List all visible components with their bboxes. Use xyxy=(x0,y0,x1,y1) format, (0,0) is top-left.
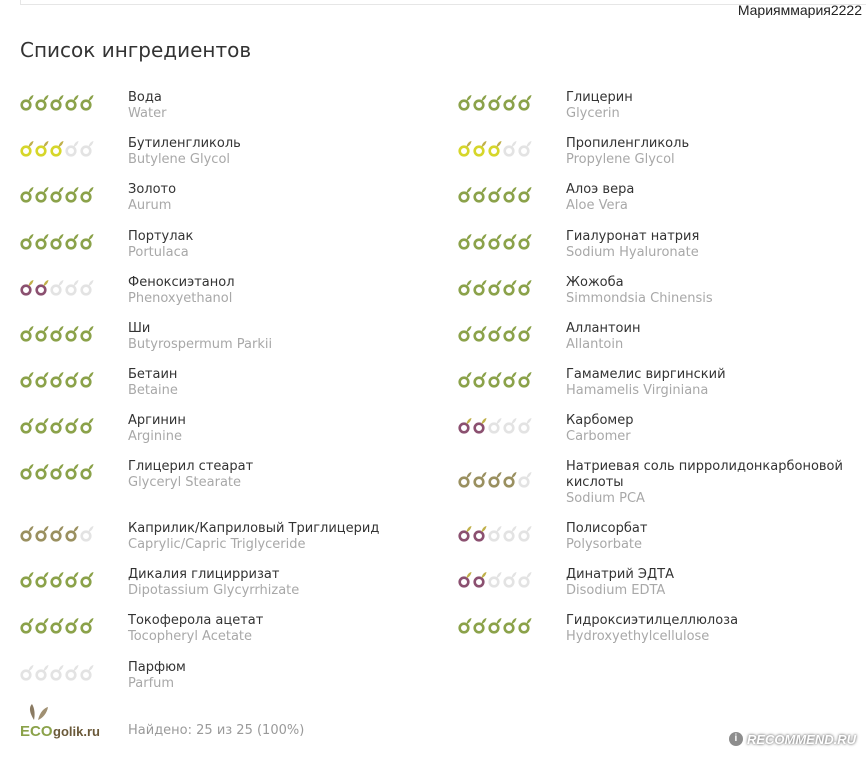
ingredient-name-ru[interactable]: Полисорбат xyxy=(566,521,648,536)
ingredient-name-ru[interactable]: Глицерин xyxy=(566,90,633,105)
drop-filled-icon xyxy=(82,187,94,201)
ingredient-item[interactable] xyxy=(458,136,866,168)
drop-filled-icon xyxy=(67,326,79,340)
safety-rating xyxy=(458,140,534,158)
drop-filled-icon xyxy=(52,234,64,248)
ingredient-names xyxy=(566,90,866,122)
drop-filled-icon xyxy=(82,618,94,632)
drop-filled-icon xyxy=(460,141,472,155)
drop-filled-icon xyxy=(82,95,94,109)
drop-empty-icon xyxy=(82,526,94,540)
ingredient-item[interactable] xyxy=(458,413,866,445)
safety-rating xyxy=(458,571,534,589)
drop-empty-icon xyxy=(52,665,64,679)
ingredient-name-ru[interactable]: Бетаин xyxy=(128,367,178,382)
ingredient-name-ru[interactable]: Карбомер xyxy=(566,413,634,428)
drop-filled-icon xyxy=(475,572,487,586)
drop-filled-icon xyxy=(460,472,472,486)
drop-filled-icon xyxy=(22,234,34,248)
ingredient-names xyxy=(566,136,866,168)
drop-filled-icon xyxy=(37,234,49,248)
ingredient-name-en: Parfum xyxy=(128,676,175,691)
ingredient-name-en: Allantoin xyxy=(566,337,624,352)
drop-filled-icon xyxy=(475,618,487,632)
drop-filled-icon xyxy=(505,234,517,248)
drop-filled-icon xyxy=(52,464,64,478)
drop-filled-icon xyxy=(475,372,487,386)
drop-filled-icon xyxy=(505,280,517,294)
drop-empty-icon xyxy=(520,141,532,155)
ingredient-names xyxy=(566,413,866,445)
ingredient-names xyxy=(128,567,440,599)
drop-empty-icon xyxy=(37,665,49,679)
ingredient-item[interactable] xyxy=(458,321,866,353)
ingredient-item[interactable] xyxy=(20,275,440,307)
drop-empty-icon xyxy=(520,572,532,586)
ingredient-names xyxy=(128,136,440,168)
ingredient-item[interactable] xyxy=(458,567,866,599)
ingredient-name-ru[interactable]: Портулак xyxy=(128,229,194,244)
ingredient-name-en: Glyceryl Stearate xyxy=(128,475,242,490)
drop-filled-icon xyxy=(490,618,502,632)
ingredient-name-en: Phenoxyethanol xyxy=(128,291,233,306)
drop-filled-icon xyxy=(52,418,64,432)
drop-filled-icon xyxy=(22,141,34,155)
ingredient-item[interactable] xyxy=(20,90,440,122)
ingredient-name-ru[interactable]: Гидроксиэтилцеллюлоза xyxy=(566,613,739,628)
drop-filled-icon xyxy=(520,326,532,340)
drop-filled-icon xyxy=(67,526,79,540)
ingredient-name-en: Sodium PCA xyxy=(566,491,645,506)
ingredient-item[interactable] xyxy=(20,229,440,261)
ingredient-item[interactable] xyxy=(458,182,866,214)
drop-filled-icon xyxy=(22,280,34,294)
ingredient-name-ru[interactable]: Динатрий ЭДТА xyxy=(566,567,674,582)
ingredient-name-en: Sodium Hyaluronate xyxy=(566,245,699,260)
page-title: Список ингредиентов xyxy=(20,38,252,62)
drop-filled-icon xyxy=(475,526,487,540)
drop-filled-icon xyxy=(505,95,517,109)
ingredient-item[interactable] xyxy=(20,182,440,214)
drop-filled-icon xyxy=(67,187,79,201)
drop-empty-icon xyxy=(505,572,517,586)
drop-filled-icon xyxy=(475,280,487,294)
safety-rating xyxy=(20,94,96,112)
drop-empty-icon xyxy=(490,572,502,586)
ingredient-name-en: Betaine xyxy=(128,383,178,398)
safety-rating xyxy=(458,417,534,435)
ingredient-name-ru[interactable]: Каприлик/Каприловый Триглицерид xyxy=(128,521,380,536)
ingredient-name-en: Tocopheryl Acetate xyxy=(128,629,253,644)
drop-filled-icon xyxy=(490,280,502,294)
drop-filled-icon xyxy=(67,234,79,248)
drop-filled-icon xyxy=(475,234,487,248)
safety-rating xyxy=(20,617,96,635)
drop-filled-icon xyxy=(505,618,517,632)
drop-filled-icon xyxy=(505,187,517,201)
ingredient-names xyxy=(128,367,440,399)
drop-filled-icon xyxy=(460,280,472,294)
ingredient-item[interactable] xyxy=(20,613,440,645)
drop-filled-icon xyxy=(520,372,532,386)
safety-rating xyxy=(20,571,96,589)
drop-empty-icon xyxy=(67,141,79,155)
drop-filled-icon xyxy=(67,418,79,432)
drop-filled-icon xyxy=(475,187,487,201)
ingredient-names xyxy=(128,413,440,445)
ingredient-name-en: Butylene Glycol xyxy=(128,152,231,167)
safety-rating xyxy=(458,371,534,389)
ingredient-name-ru[interactable]: Золото xyxy=(128,182,177,197)
drop-filled-icon xyxy=(22,464,34,478)
ingredient-name-ru[interactable]: Гиалуронат натрия xyxy=(566,229,700,244)
ingredient-name-en: Portulaca xyxy=(128,245,189,260)
ingredient-item[interactable] xyxy=(458,229,866,261)
safety-rating xyxy=(20,463,96,481)
drop-filled-icon xyxy=(37,187,49,201)
drop-empty-icon xyxy=(82,665,94,679)
drop-filled-icon xyxy=(490,187,502,201)
drop-empty-icon xyxy=(82,141,94,155)
ingredient-name-ru[interactable]: Бутиленгликоль xyxy=(128,136,241,151)
drop-empty-icon xyxy=(52,280,64,294)
info-icon: i xyxy=(729,732,743,746)
ingredient-name-ru[interactable]: Алоэ вера xyxy=(566,182,635,197)
ingredient-names xyxy=(128,459,440,491)
drop-filled-icon xyxy=(37,418,49,432)
drop-empty-icon xyxy=(520,526,532,540)
safety-rating xyxy=(20,186,96,204)
ingredient-name-ru[interactable]: Вода xyxy=(128,90,162,105)
drop-filled-icon xyxy=(22,572,34,586)
ingredient-name-en: Glycerin xyxy=(566,106,620,121)
ingredient-item[interactable] xyxy=(458,521,866,553)
ingredient-name-en: Butyrospermum Parkii xyxy=(128,337,273,352)
safety-rating xyxy=(20,140,96,158)
ingredient-item[interactable] xyxy=(20,321,440,353)
svg-text:golik.ru: golik.ru xyxy=(53,724,100,739)
safety-rating xyxy=(458,525,534,543)
ingredient-name-ru[interactable]: Жожоба xyxy=(566,275,624,290)
drop-filled-icon xyxy=(22,187,34,201)
ingredient-names xyxy=(566,367,866,399)
drop-filled-icon xyxy=(52,141,64,155)
ingredient-name-ru[interactable]: Токоферола ацетат xyxy=(128,613,264,628)
drop-filled-icon xyxy=(490,234,502,248)
drop-empty-icon xyxy=(520,418,532,432)
drop-empty-icon xyxy=(490,526,502,540)
safety-rating xyxy=(458,617,534,635)
drop-filled-icon xyxy=(460,418,472,432)
ingredient-name-en: Propylene Glycol xyxy=(566,152,675,167)
safety-rating xyxy=(20,417,96,435)
safety-rating xyxy=(458,325,534,343)
safety-rating xyxy=(20,371,96,389)
drop-filled-icon xyxy=(22,618,34,632)
drop-filled-icon xyxy=(460,526,472,540)
username[interactable]: Марияммария2222 xyxy=(737,2,862,18)
ingredient-name-en: Hamamelis Virginiana xyxy=(566,383,709,398)
drop-filled-icon xyxy=(490,326,502,340)
drop-filled-icon xyxy=(520,187,532,201)
ingredient-names xyxy=(128,660,440,692)
ingredient-name-en: Carbomer xyxy=(566,429,631,444)
ingredient-name-en: Water xyxy=(128,106,167,121)
safety-rating xyxy=(458,471,534,489)
drop-filled-icon xyxy=(37,464,49,478)
ingredient-names xyxy=(566,321,866,353)
watermark-text: RECOMMEND.RU xyxy=(746,731,856,747)
drop-filled-icon xyxy=(475,418,487,432)
drop-empty-icon xyxy=(22,665,34,679)
drop-filled-icon xyxy=(460,95,472,109)
ingredient-item[interactable] xyxy=(20,521,440,553)
ingredient-name-ru[interactable]: Ши xyxy=(128,321,151,336)
drop-filled-icon xyxy=(52,572,64,586)
drop-empty-icon xyxy=(505,526,517,540)
drop-empty-icon xyxy=(67,280,79,294)
drop-filled-icon xyxy=(460,618,472,632)
ecogolik-logo[interactable] xyxy=(20,704,120,744)
drop-filled-icon xyxy=(460,372,472,386)
ingredient-name-en: Aloe Vera xyxy=(566,198,628,213)
drop-filled-icon xyxy=(520,234,532,248)
ingredient-item[interactable] xyxy=(20,660,440,692)
drop-filled-icon xyxy=(460,187,472,201)
found-count: Найдено: 25 из 25 (100%) xyxy=(128,723,305,738)
ingredient-item[interactable] xyxy=(20,567,440,599)
ingredient-names xyxy=(566,275,866,307)
drop-filled-icon xyxy=(82,372,94,386)
drop-filled-icon xyxy=(475,95,487,109)
ingredient-names xyxy=(128,521,440,553)
ingredient-name-ru[interactable]: Пропиленгликоль xyxy=(566,136,690,151)
safety-rating xyxy=(20,525,96,543)
ingredient-item[interactable] xyxy=(458,613,866,645)
drop-filled-icon xyxy=(22,418,34,432)
drop-filled-icon xyxy=(22,372,34,386)
ingredient-name-en: Aurum xyxy=(128,198,172,213)
safety-rating xyxy=(458,279,534,297)
drop-filled-icon xyxy=(67,372,79,386)
ingredient-name-en: Hydroxyethylcellulose xyxy=(566,629,710,644)
ingredient-name-ru[interactable]: Дикалия глицирризат xyxy=(128,567,280,582)
safety-rating xyxy=(458,233,534,251)
ingredient-name-ru[interactable]: Парфюм xyxy=(128,660,186,675)
drop-filled-icon xyxy=(37,95,49,109)
ingredient-names xyxy=(566,182,866,214)
ingredient-item[interactable] xyxy=(20,136,440,168)
recommend-watermark xyxy=(729,730,856,748)
ingredient-names xyxy=(128,613,440,645)
drop-filled-icon xyxy=(475,141,487,155)
drop-filled-icon xyxy=(52,618,64,632)
drop-filled-icon xyxy=(475,472,487,486)
footer xyxy=(20,704,440,744)
ingredient-item[interactable] xyxy=(20,459,440,491)
drop-filled-icon xyxy=(67,618,79,632)
drop-filled-icon xyxy=(52,526,64,540)
drop-filled-icon xyxy=(37,372,49,386)
ingredient-names xyxy=(128,275,440,307)
drop-filled-icon xyxy=(505,472,517,486)
ingredient-name-ru[interactable]: Глицерил стеарат xyxy=(128,459,254,474)
drop-filled-icon xyxy=(520,618,532,632)
drop-filled-icon xyxy=(490,372,502,386)
ingredient-name-ru[interactable]: Гамамелис виргинский xyxy=(566,367,726,382)
ingredient-names xyxy=(566,613,866,645)
ingredient-names xyxy=(128,182,440,214)
drop-filled-icon xyxy=(37,326,49,340)
drop-filled-icon xyxy=(505,326,517,340)
ingredient-names xyxy=(128,229,440,261)
ingredient-names xyxy=(566,459,866,507)
safety-rating xyxy=(458,94,534,112)
drop-empty-icon xyxy=(505,418,517,432)
drop-empty-icon xyxy=(520,472,532,486)
ingredient-names xyxy=(128,321,440,353)
drop-filled-icon xyxy=(460,326,472,340)
safety-rating xyxy=(20,279,96,297)
drop-filled-icon xyxy=(82,418,94,432)
drop-filled-icon xyxy=(82,464,94,478)
safety-rating xyxy=(20,664,96,682)
svg-text:ECO: ECO xyxy=(20,723,53,740)
drop-filled-icon xyxy=(82,326,94,340)
ingredient-names xyxy=(566,229,866,261)
drop-filled-icon xyxy=(22,326,34,340)
safety-rating xyxy=(20,325,96,343)
drop-filled-icon xyxy=(67,464,79,478)
drop-filled-icon xyxy=(460,234,472,248)
ingredient-name-ru[interactable]: Аргинин xyxy=(128,413,186,428)
ingredient-names xyxy=(566,521,866,553)
ingredient-name-en: Caprylic/Capric Triglyceride xyxy=(128,537,306,552)
ingredient-names xyxy=(566,567,866,599)
drop-filled-icon xyxy=(82,234,94,248)
ingredient-item[interactable] xyxy=(458,459,866,507)
drop-filled-icon xyxy=(520,95,532,109)
ingredient-name-ru[interactable]: Феноксиэтанол xyxy=(128,275,235,290)
drop-empty-icon xyxy=(82,280,94,294)
safety-rating xyxy=(20,233,96,251)
drop-filled-icon xyxy=(67,572,79,586)
ingredient-item[interactable] xyxy=(20,413,440,445)
ingredient-name-en: Disodium EDTA xyxy=(566,583,666,598)
ingredient-name-en: Dipotassium Glycyrrhizate xyxy=(128,583,300,598)
drop-filled-icon xyxy=(37,526,49,540)
drop-filled-icon xyxy=(460,572,472,586)
ingredient-item[interactable] xyxy=(20,367,440,399)
drop-empty-icon xyxy=(490,418,502,432)
drop-filled-icon xyxy=(82,572,94,586)
ingredient-names xyxy=(128,90,440,122)
drop-filled-icon xyxy=(52,372,64,386)
drop-filled-icon xyxy=(52,326,64,340)
ingredient-item[interactable] xyxy=(458,90,866,122)
drop-filled-icon xyxy=(37,572,49,586)
drop-filled-icon xyxy=(52,95,64,109)
drop-filled-icon xyxy=(490,141,502,155)
drop-filled-icon xyxy=(490,95,502,109)
ingredient-name-ru[interactable]: Аллантоин xyxy=(566,321,641,336)
ingredient-name-en: Polysorbate xyxy=(566,537,643,552)
ingredient-item[interactable] xyxy=(458,275,866,307)
drop-filled-icon xyxy=(67,95,79,109)
drop-filled-icon xyxy=(505,372,517,386)
drop-filled-icon xyxy=(37,618,49,632)
drop-filled-icon xyxy=(490,472,502,486)
drop-empty-icon xyxy=(67,665,79,679)
drop-filled-icon xyxy=(475,326,487,340)
drop-filled-icon xyxy=(22,95,34,109)
ingredient-name-ru[interactable]: Натриевая соль пирролидонкарбоновой кислоты xyxy=(566,459,843,490)
ingredient-item[interactable] xyxy=(458,367,866,399)
drop-empty-icon xyxy=(505,141,517,155)
drop-filled-icon xyxy=(37,280,49,294)
drop-filled-icon xyxy=(22,526,34,540)
ingredient-name-en: Arginine xyxy=(128,429,182,444)
safety-rating xyxy=(458,186,534,204)
leaf-icon xyxy=(30,704,48,720)
drop-filled-icon xyxy=(52,187,64,201)
ingredient-name-en: Simmondsia Chinensis xyxy=(566,291,713,306)
drop-filled-icon xyxy=(37,141,49,155)
drop-filled-icon xyxy=(520,280,532,294)
